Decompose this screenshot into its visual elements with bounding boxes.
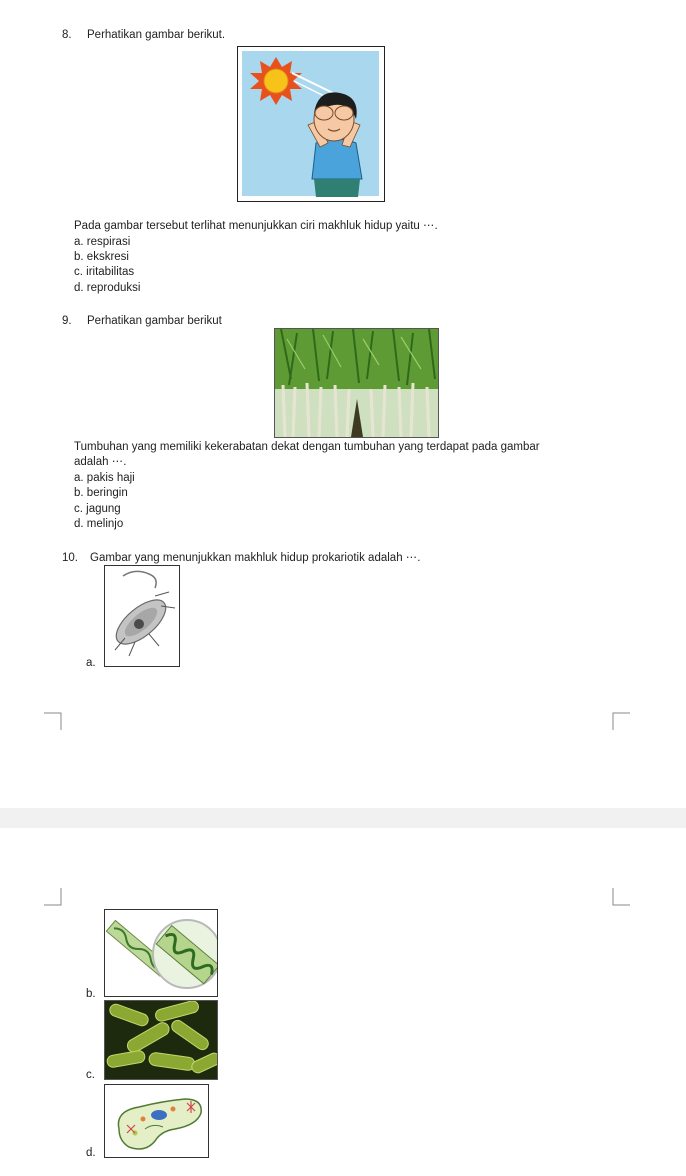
q9-prompt: Perhatikan gambar berikut (87, 315, 222, 327)
q10-option-c-letter: c. (86, 1069, 95, 1081)
q8-question: Pada gambar tersebut terlihat menunjukkan ciri makhluk hidup yaitu ⋯. (74, 220, 438, 232)
q8-image-boy-sun (237, 46, 385, 202)
page-corner-mark (44, 888, 62, 906)
page-corner-mark (612, 888, 630, 906)
q9-option-b: b. beringin (74, 487, 128, 499)
q8-number: 8. (62, 29, 72, 41)
q9-number: 9. (62, 315, 72, 327)
page-corner-mark (44, 712, 62, 730)
q10-option-b-image (104, 909, 218, 997)
q10-option-d-letter: d. (86, 1147, 96, 1159)
q10-number: 10. (62, 552, 78, 564)
page-break (0, 808, 686, 828)
q10-option-a-image (104, 565, 180, 667)
q8-option-c: c. iritabilitas (74, 266, 135, 278)
boy-covering-eyes-illustration (238, 47, 383, 200)
q9-question-line2: adalah ⋯. (74, 456, 127, 468)
q8-option-b: b. ekskresi (74, 251, 129, 263)
q9-option-a: a. pakis haji (74, 472, 135, 484)
paramecium-illustration (105, 566, 179, 666)
q9-image-sugarcane (274, 328, 439, 438)
q8-prompt: Perhatikan gambar berikut. (87, 29, 226, 41)
rod-bacteria-micrograph (105, 1001, 217, 1079)
page-corner-mark (612, 712, 630, 730)
q9-option-d: d. melinjo (74, 518, 124, 530)
q10-option-a-letter: a. (86, 657, 96, 669)
q10-option-c-image (104, 1000, 218, 1080)
q8-option-a: a. respirasi (74, 236, 131, 248)
q9-option-c: c. jagung (74, 503, 121, 515)
sugarcane-field-photo (275, 329, 438, 437)
q10-option-d-image (104, 1084, 209, 1158)
q8-option-d: d. reproduksi (74, 282, 141, 294)
q10-prompt: Gambar yang menunjukkan makhluk hidup prokariotik adalah ⋯. (90, 552, 421, 564)
q10-option-b-letter: b. (86, 988, 96, 1000)
q9-question-line1: Tumbuhan yang memiliki kekerabatan dekat dengan tumbuhan yang terdapat pada gambar (74, 441, 540, 453)
protist-cell-illustration (105, 1085, 208, 1157)
spirogyra-illustration (105, 910, 217, 996)
